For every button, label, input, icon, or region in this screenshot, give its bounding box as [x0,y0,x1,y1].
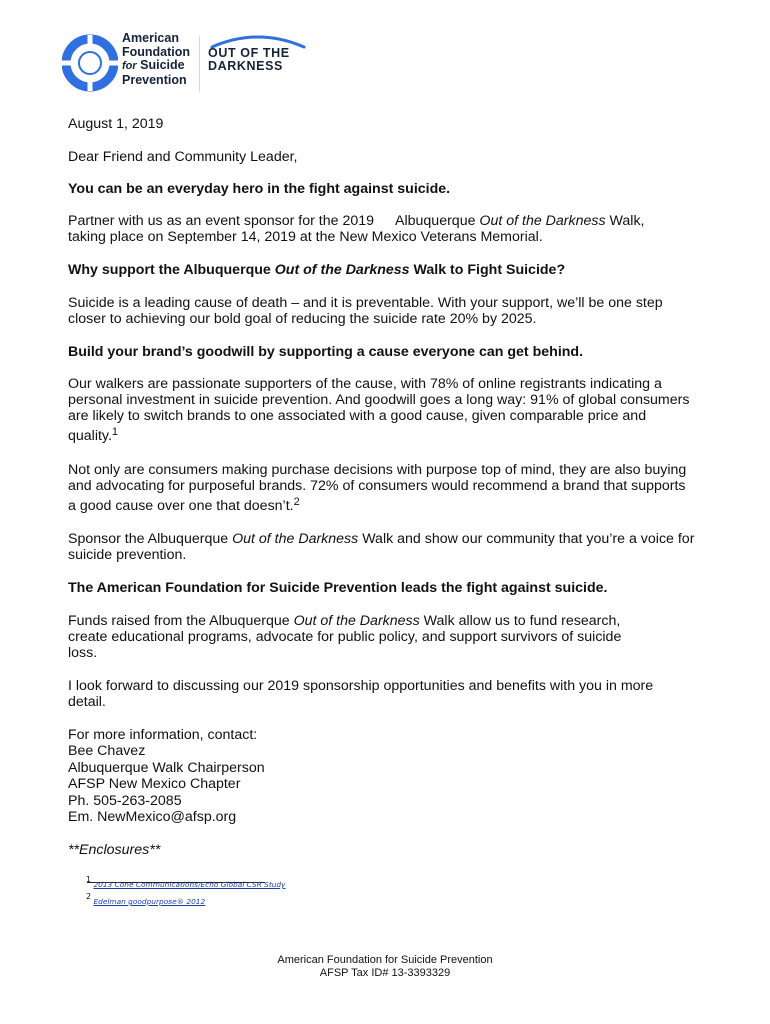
paragraph-walkers-line3: are likely to switch brands to one associated with a good cause, given comparable price and [68,408,647,424]
paragraph-consumers-line3: a good cause over one that doesn’t.$^2$ [68,496,300,514]
contact-intro: For more information, contact: [68,727,258,743]
logo-divider [199,36,200,92]
paragraph-funds-line1: Funds raised from the Albuquerque Out of the Darkness Walk allow us to fund research, [68,613,621,629]
paragraph-leading-cause-line1: Suicide is a leading cause of death – and it is preventable. With your support, we’ll be one step [68,295,663,311]
paragraph-consumers-line1: Not only are consumers making purchase decisions with purpose top of mind, they are also buying [68,462,687,478]
contact-name: Bee Chavez [68,743,146,759]
paragraph-funds-line2: create educational programs, advocate for public policy, and support survivors of suicide [68,629,622,645]
contact-title: Albuquerque Walk Chairperson [68,760,265,776]
footer-org-name: American Foundation for Suicide Prevention [277,954,493,966]
paragraph-look-forward-line2: detail. [68,694,106,710]
footnote-ref-1: 1 [111,426,119,438]
afsp-logo [62,30,198,94]
paragraph-partner-line2: taking place on September 14, 2019 at the New Mexico Veterans Memorial. [68,229,543,245]
heading-afsp-leads: The American Foundation for Suicide Prevention leads the fight against suicide. [68,580,608,596]
life-preserver-icon [62,34,118,92]
paragraph-walkers-line4: quality.$^1$ [68,426,119,444]
letter-date: August 1, 2019 [68,116,164,132]
contact-phone: Ph. 505-263-2085 [68,793,182,809]
paragraph-sponsor-line2: suicide prevention. [68,547,187,563]
footer-tax-id: AFSP Tax ID# 13-3393329 [319,967,451,979]
headline-everyday-hero: You can be an everyday hero in the fight against suicide. [68,181,451,197]
contact-org: AFSP New Mexico Chapter [68,776,241,792]
contact-email: Em. NewMexico@afsp.org [68,809,237,825]
paragraph-partner-line1: Partner with us as an event sponsor for the 2019 Albuquerque Out of the Darkness Walk, [68,213,645,229]
heading-why-support: Why support the Albuquerque Out of the Darkness Walk to Fight Suicide? [68,262,566,278]
paragraph-sponsor-line1: Sponsor the Albuquerque Out of the Darkness Walk and show our community that you’re a voice for [68,531,695,547]
footnote-1: $^1$ 2013 Cone Communications/Echo Global CSR Study [86,875,286,889]
out-of-the-darkness-logo [206,33,310,83]
footnote-2: $^2$ Edelman goodpurpose® 2012 [86,892,206,906]
ootd-logo-text: OUT OF THE DARKNESS [208,46,290,73]
salutation: Dear Friend and Community Leader, [68,149,298,165]
enclosures-note: **Enclosures** [68,842,161,858]
paragraph-walkers-line1: Our walkers are passionate supporters of the cause, with 78% of online registrants indicating a [68,376,662,392]
paragraph-consumers-line2: and advocating for purposeful brands. 72% of consumers would recommend a brand that supports [68,478,686,494]
heading-brand-goodwill: Build your brand’s goodwill by supporting a cause everyone can get behind. [68,344,584,360]
paragraph-leading-cause-line2: closer to achieving our bold goal of reducing the suicide rate 20% by 2025. [68,311,537,327]
paragraph-walkers-line2: personal investment in suicide prevention. And goodwill goes a long way: 91% of global consumers [68,392,690,408]
paragraph-look-forward-line1: I look forward to discussing our 2019 sponsorship opportunities and benefits with you in more [68,678,654,694]
footnote-ref-2: 2 [293,496,300,508]
afsp-logo-text: American Foundation for Suicide Prevention [122,31,191,87]
paragraph-funds-line3: loss. [68,645,98,661]
footnote-2-link[interactable]: Edelman goodpurpose® 2012 [93,897,206,906]
footnote-1-link[interactable]: 2013 Cone Communications/Echo Global CSR Study [93,880,286,889]
